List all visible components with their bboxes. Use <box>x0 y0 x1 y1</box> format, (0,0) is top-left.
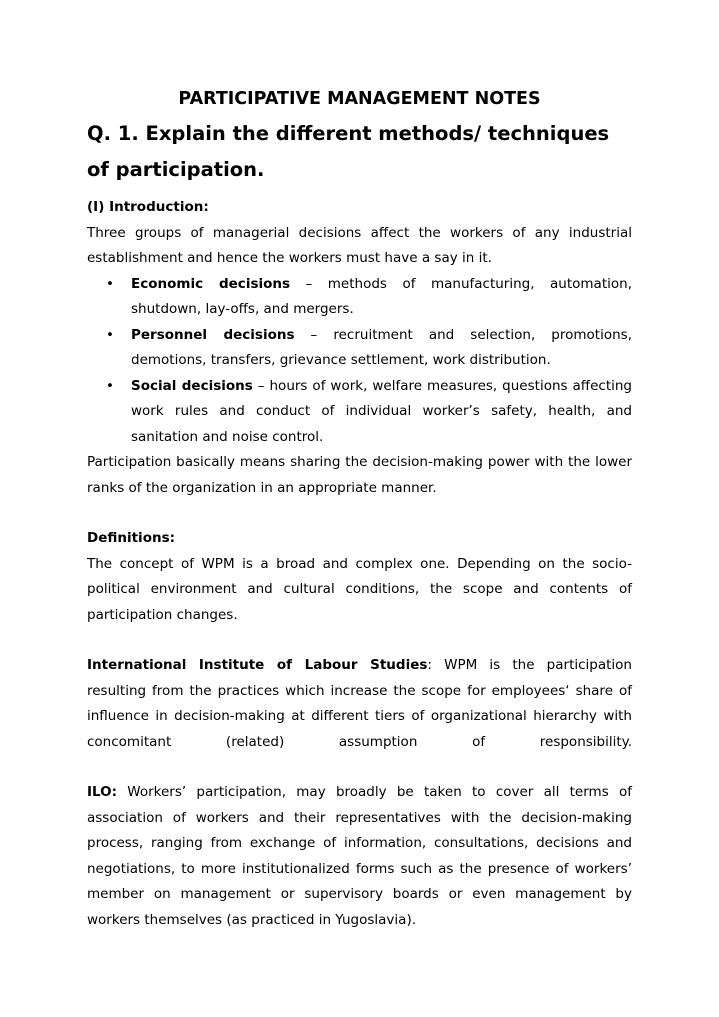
spacer <box>87 501 632 526</box>
definitions-heading: Definitions: <box>87 530 176 546</box>
spacer <box>87 755 632 780</box>
bullet-text: – methods of manufacturing, automation, shutdown, lay-offs, and mergers. <box>131 275 632 317</box>
bullet-term: Personnel decisions <box>131 326 295 343</box>
question-heading: Q. 1. Explain the different methods/ techniques of participation. <box>87 122 610 181</box>
list-item-economic <box>87 272 632 323</box>
iils-definition <box>87 653 632 755</box>
iils-term: International Institute of Labour Studies <box>87 657 428 673</box>
ilo-text: Workers’ participation, may broadly be taken to cover all terms of association of workers and their representatives with the decision-making process, ranging from exchange of information, consultations, decisions and negotiations, to more institutionalized forms such as the presence of workers’ member on management or supervisory boards or even management by workers themselves (as practiced in Yugoslavia). <box>87 784 632 928</box>
spacer <box>87 188 632 195</box>
bullet-term: Social decisions <box>131 377 253 394</box>
bullet-text: – hours of work, welfare measures, questions affecting work rules and conduct of individual worker’s safety, health, and sanitation and noise control. <box>131 377 632 445</box>
list-item-personnel <box>87 323 632 374</box>
list-item-social <box>87 374 632 451</box>
document-page <box>87 86 632 933</box>
ilo-definition <box>87 780 632 933</box>
decision-list <box>87 272 632 451</box>
bullet-icon: • <box>106 275 114 292</box>
iils-text: : WPM is the participation resulting from the practices which increase the scope for employees‘ share of influence in decision-making at different tiers of organizational hierarchy with concomitant (related) assumption of responsibility. <box>87 657 632 750</box>
introduction-lead: Three groups of managerial decisions affect the workers of any industrial establishment and hence the workers must have a say in it. <box>87 224 632 266</box>
ilo-term: ILO: <box>87 784 118 800</box>
definitions-text: The concept of WPM is a broad and complex one. Depending on the socio-political environment and cultural conditions, the scope and contents of participation changes. <box>87 555 632 623</box>
bullet-text: – recruitment and selection, promotions, demotions, transfers, grievance settlement, work distribution. <box>131 326 632 368</box>
introduction-heading: (I) Introduction: <box>87 199 209 215</box>
bullet-icon: • <box>106 377 114 394</box>
bullet-icon: • <box>106 326 114 343</box>
spacer <box>87 628 632 653</box>
bullet-term: Economic decisions <box>131 275 291 292</box>
page-title: PARTICIPATIVE MANAGEMENT NOTES <box>178 89 541 109</box>
introduction-closing: Participation basically means sharing the decision-making power with the lower ranks of the organization in an appropriate manner. <box>87 454 632 496</box>
